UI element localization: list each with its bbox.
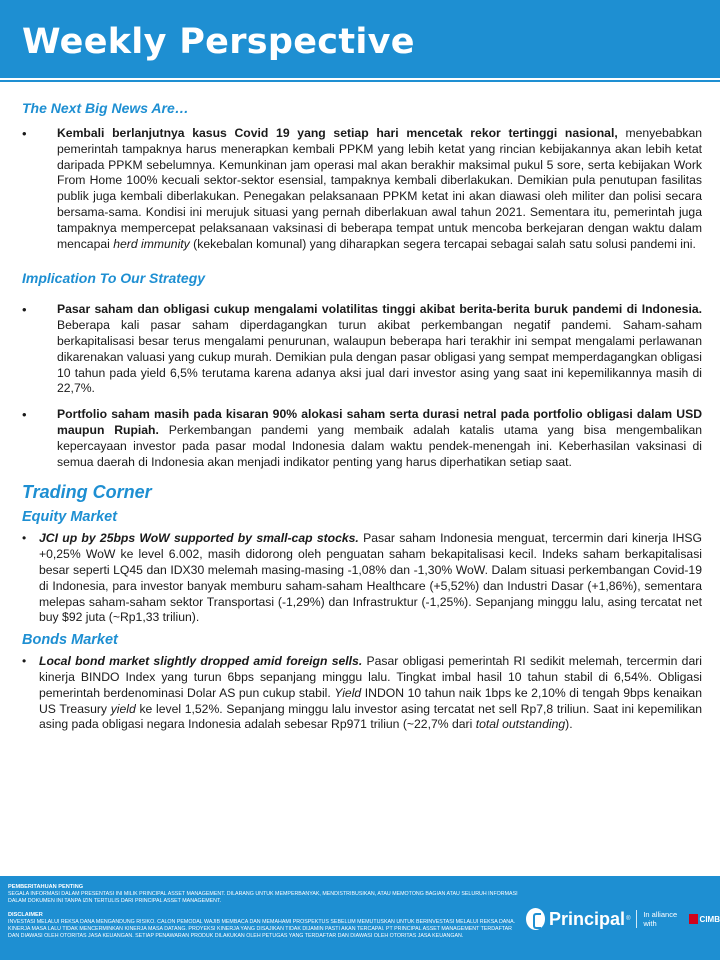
- brand-name: Principal: [549, 908, 626, 929]
- item-body: Beberapa kali pasar saham diperdagangkan turun akibat perkembangan negatif pandemi. Saham-saham berkapitalisasi besar terus mengalami penurunan, walaupun beberapa hari terakhir ini sempat mengalami perlawanan dikarenakan valuasi yang cukup murah. Demikian pula dengan pasar obligasi yang sempat memperdagangkan obligasi 10 tahun pada yield 6,5% terutama karena adanya aksi jual dari investor asing yang saat ini kepemilikannya masih di 22,7%.: [57, 318, 702, 396]
- equity-market-heading: Equity Market: [22, 509, 118, 526]
- page-title: Weekly Perspective: [22, 22, 415, 62]
- list-item: [22, 531, 702, 626]
- principal-logo-icon: [526, 908, 545, 930]
- item-body: ke level 1,52%. Sepanjang minggu lalu investor asing tercatat net sell Rp7,8 triliun. Saat ini kepemilikan asing pada obligasi negara Indonesia adalah sebesar Rp971 triliun (~22,7% dari: [39, 701, 702, 732]
- item-italic: yield: [110, 701, 136, 716]
- footer-legal-text: [8, 884, 518, 940]
- disclaimer-body: INVESTASI MELALUI REKSA DANA MENGANDUNG RISIKO. CALON PEMODAL WAJIB MEMBACA DAN MEMAHAMI PROSPEKTUS SEBELUM MEMUTUSKAN UNTUK BERINVESTASI MELALUI REKSA DANA. KINERJA MASA LALU TIDAK MENCERMINKAN KINERJA MASA DATANG. PROYEKSI KINERJA YANG DISAJIKAN TIDAK DIJAMIN PASTI AKAN TERCAPAI. PT PRINCIPAL ASSET MANAGEMENT TERDAFTAR DAN DIAWASI OLEH OTORITAS JASA KEUANGAN. SETIAP PENAWARAN PRODUK DILAKUKAN OLEH PETUGAS YANG TERDAFTAR DAN DIAWASI OLEH OTORITAS JASA KEUANGAN.: [8, 918, 516, 940]
- header-banner: [0, 0, 720, 78]
- list-item: [22, 407, 702, 470]
- item-body: Pasar obligasi pemerintah RI sedikit melemah, tercermin dari kinerja BINDO Index yang turun 6bps sepanjang minggu lalu. Tingkat imbal hasil 10 tahun stabil di 6,54%. Obligasi pemerintah berdenominasi Dolar AS pun cukup stabil.: [39, 654, 702, 700]
- item-lead: Local bond market slightly dropped amid foreign sells.: [39, 654, 363, 669]
- item-body: Perkembangan pandemi yang membaik adalah katalis utama yang bisa mengembalikan kepercayaan investor pada pasar modal Indonesia dalam waktu pendek-menengah ini. Keberhasilan vaksinasi di semua daerah di Indonesia akan menjadi indikator penting yang harus diperhatikan setiap saat.: [57, 422, 703, 469]
- footer: [0, 876, 720, 960]
- header-divider: [0, 80, 720, 82]
- item-body: Pasar saham Indonesia menguat, tercermin dari kinerja IHSG +0,25% WoW ke level 6.002, masih didorong oleh penguatan saham bekapitalisasi kecil. Indeks saham berkapitalisasi besar seperti LQ45 dan IDX30 melemah masing-masing -1,08% dan -1,30% WoW. Dalam situasi perkembangan Covid-19 di Indonesia, para investor banyak memburu saham-saham Healthcare (+5,52%) dan Industri Dasar (+1,86%), sementara melepas saham-saham sektor Transportasi (-1,29%) dan Infrastruktur (-1,25%). Sepanjang minggu lalu, asing tercatat net buy $92 juta (~Rp1,33 triliun).: [39, 531, 702, 625]
- implication-list: [22, 302, 702, 470]
- registered-mark: ®: [626, 916, 631, 922]
- item-lead: Kembali berlanjutnya kasus Covid 19 yang setiap hari mencetak rekor tertinggi nasional,: [57, 126, 618, 140]
- item-body-end: ).: [565, 717, 573, 732]
- notice-heading: PEMBERITAHUAN PENTING: [8, 884, 84, 890]
- notice-body: SEGALA INFORMASI DALAM PRESENTASI INI MILIK PRINCIPAL ASSET MANAGEMENT. DILARANG UNTUK MEMPERBANYAK, MENDISTRIBUSIKAN, ATAU MEMOTONG BAGIAN ATAU SELURUH INFORMASI DALAM DOKUMEN INI TANPA IZIN TERTULIS DARI PRINCIPAL ASSET MANAGEMENT.: [8, 891, 518, 905]
- partner-name: CIMB: [699, 914, 720, 924]
- bonds-market-list: [22, 654, 702, 733]
- trading-corner-heading: Trading Corner: [22, 482, 152, 503]
- item-italic: herd immunity: [113, 236, 190, 251]
- next-big-news-list: [22, 126, 702, 252]
- list-item: [22, 302, 702, 397]
- logo-divider: [636, 910, 637, 928]
- item-lead: Pasar saham dan obligasi cukup mengalami volatilitas tinggi akibat berita-berita buruk pandemi di Indonesia.: [57, 302, 702, 317]
- bullet-icon: •: [22, 302, 27, 318]
- bonds-market-heading: Bonds Market: [22, 632, 118, 649]
- cimb-logo-icon: [689, 914, 698, 924]
- item-italic: total outstanding: [475, 717, 566, 732]
- item-body: menyebabkan pemerintah tampaknya harus menerapkan kembali PPKM yang lebih ketat yang rincian kebijakannya akan lebih ketat daripada PPKM sebelumnya. Kemunkinan jam operasi mal akan berakhir maksimal pukul 5 sore, serta kebijakan Work From Home 100% kecuali sektor-sektor esensial, tampaknya kembali diberlakukan. Demikian pula penutupan fasilitas publik juga kembali diberlakukan. Penegakan pelaksanaan PPKM ketat ini akan diawasi oleh militer dan polisi secara bersama-sama. Kondisi ini merujuk situasi yang pernah diberlakuan awal tahun 2021. Sementara itu, pemerintah juga tampaknya mempercepat pelaksanaan vaksinasi di beberapa tempat untuk mencoba berkejaran dengan waktu dalam mencapai: [57, 126, 703, 251]
- implication-heading: Implication To Our Strategy: [22, 270, 206, 287]
- bullet-icon: •: [22, 126, 27, 141]
- list-item: [22, 126, 702, 252]
- item-italic: Yield: [334, 685, 362, 700]
- equity-market-list: [22, 531, 702, 626]
- principal-logo: [526, 905, 720, 933]
- main-content: [22, 100, 702, 737]
- item-lead: JCI up by 25bps WoW supported by small-cap stocks.: [39, 531, 359, 546]
- item-body: INDON 10 tahun naik 1bps ke 2,10% di tengah 9bps kenaikan US Treasury: [39, 685, 702, 716]
- list-item: [22, 654, 702, 733]
- bullet-icon: •: [22, 531, 27, 546]
- item-body-end: (kekebalan komunal) yang diharapkan segera tercapai sebagai salah satu solusi pandemi ini.: [189, 236, 696, 251]
- bullet-icon: •: [22, 654, 27, 669]
- item-lead: Portfolio saham masih pada kisaran 90% alokasi saham serta durasi netral pada portfolio obligasi dalam USD maupun Rupiah.: [57, 407, 702, 437]
- next-big-news-heading: The Next Big News Are…: [22, 100, 189, 116]
- alliance-text: In alliance with: [643, 910, 678, 928]
- bullet-icon: •: [22, 407, 27, 423]
- disclaimer-heading: DISCLAIMER: [8, 911, 43, 918]
